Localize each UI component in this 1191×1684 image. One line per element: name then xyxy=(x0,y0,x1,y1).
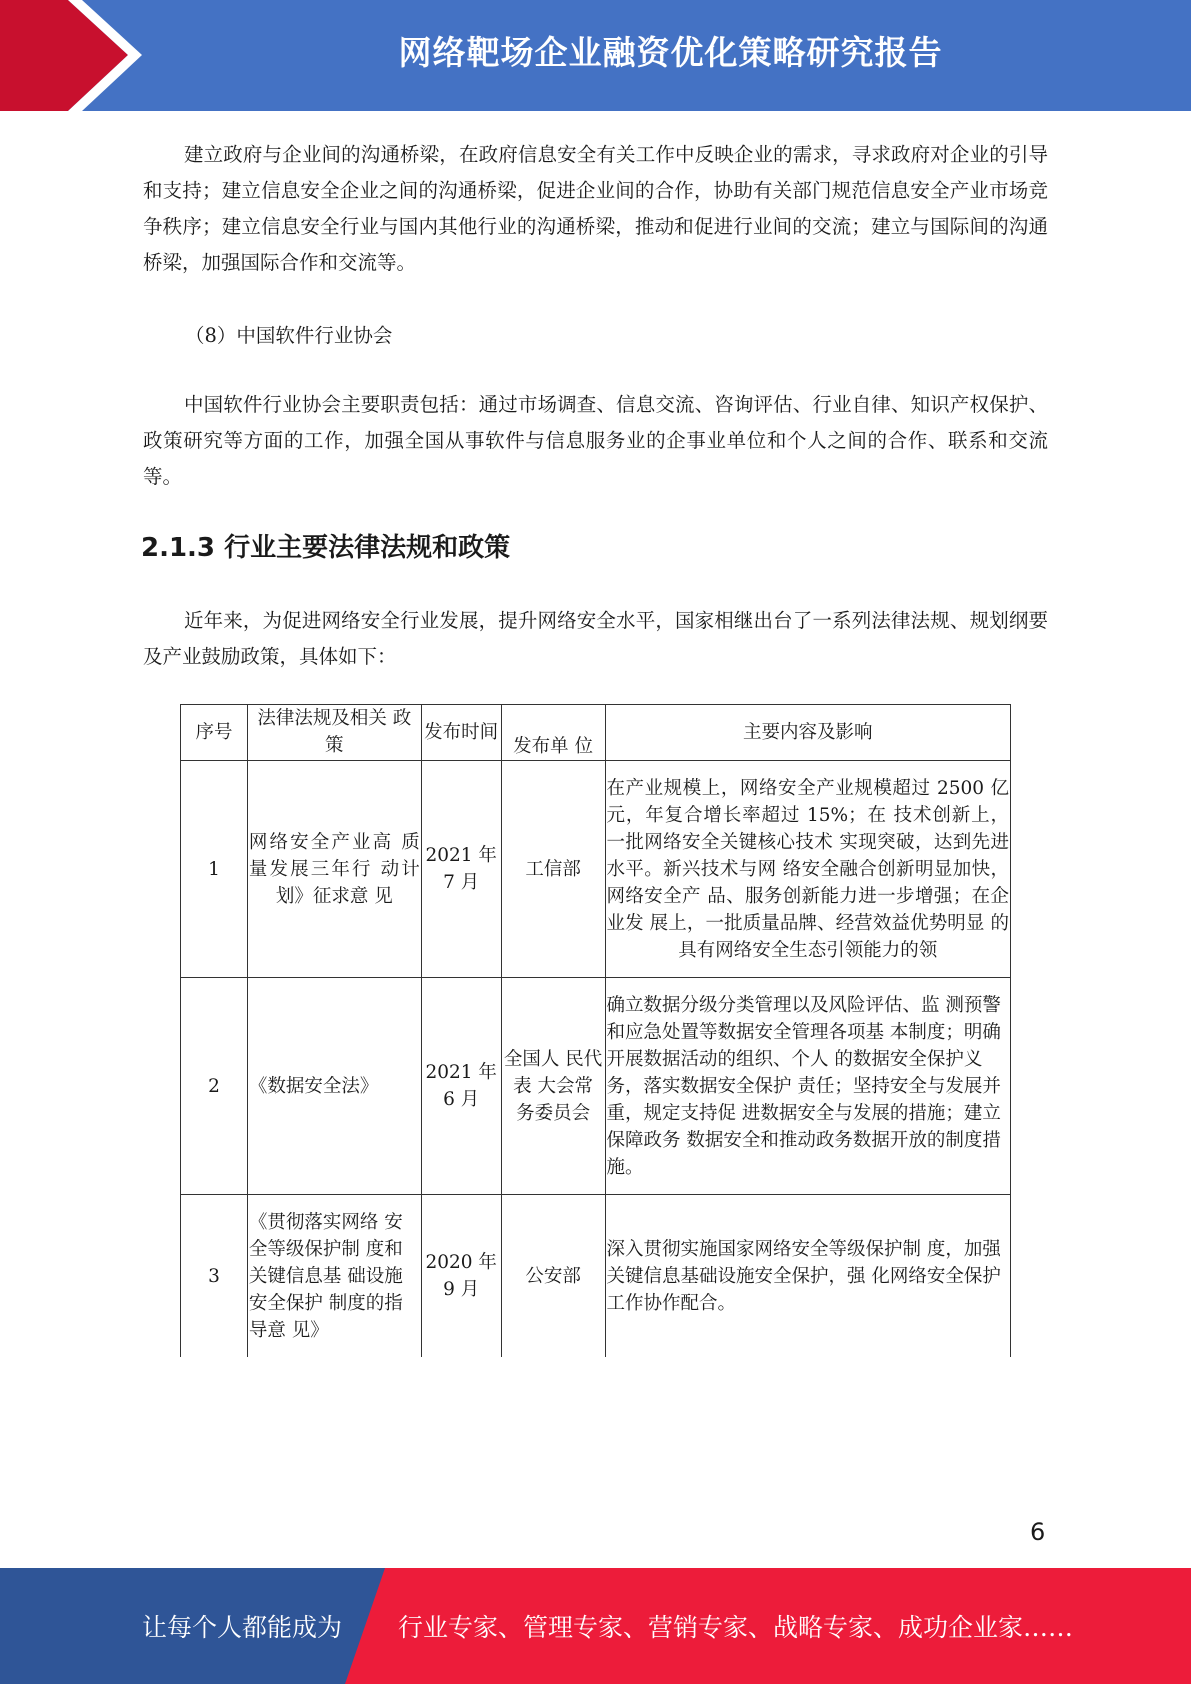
table-header-row xyxy=(181,705,1011,761)
policy-table xyxy=(180,704,1011,1357)
paragraph-software-association: 中国软件行业协会主要职责包括：通过市场调查、信息交流、咨询评估、行业自律、知识产权保护、政策研究等方面的工作，加强全国从事软件与信息服务业的企事业单位和个人之间的合作、联系和交流等。 xyxy=(143,393,1048,488)
header-cell-content: 主要内容及影响 xyxy=(605,705,1011,761)
cell-unit: 工信部 xyxy=(501,761,605,978)
footer-slogan-left: 让每个人都能成为 xyxy=(142,1613,343,1642)
section-heading: 2.1.3 行业主要法律法规和政策 xyxy=(141,533,511,563)
cell-number: 3 xyxy=(181,1195,248,1358)
cell-number: 2 xyxy=(181,978,248,1195)
paragraph-communication-bridges: 建立政府与企业间的沟通桥梁，在政府信息安全有关工作中反映企业的需求，寻求政府对企业的引导和支持；建立信息安全企业之间的沟通桥梁，促进企业间的合作，协助有关部门规范信息安全产业市场竞争秩序；建立信息安全行业与国内其他行业的沟通桥梁，推动和促进行业间的交流；建立与国际间的沟通桥梁，加强国际合作和交流等。 xyxy=(143,143,1048,274)
header-cell-number: 序号 xyxy=(181,705,248,761)
cell-date: 2020 年 9 月 xyxy=(421,1195,501,1358)
cell-content: 确立数据分级分类管理以及风险评估、监 测预警和应急处置等数据安全管理各项基 本制度；明确开展数据活动的组织、个人 的数据安全保护义务，落实数据安全保护 责任；坚持安全与发展并重，规定支持促 进数据安全与发展的措施；建立保障政务 数据安全和推动政务数据开放的制度措 施。 xyxy=(605,978,1011,1195)
header-arrow-decoration xyxy=(0,0,150,111)
cell-date: 2021 年 7 月 xyxy=(421,761,501,978)
header-cell-date: 发布时间 xyxy=(421,705,501,761)
table-row xyxy=(181,1195,1011,1358)
header-cell-unit: 发布单 位 xyxy=(501,705,605,761)
page-number: 6 xyxy=(1030,1518,1046,1546)
paragraph-intro: 近年来，为促进网络安全行业发展，提升网络安全水平，国家相继出台了一系列法律法规、规划纲要及产业鼓励政策，具体如下： xyxy=(143,609,1048,668)
cell-unit: 公安部 xyxy=(501,1195,605,1358)
table-row xyxy=(181,761,1011,978)
table-row xyxy=(181,978,1011,1195)
cell-policy: 《贯彻落实网络 安全等级保护制 度和关键信息基 础设施安全保护 制度的指导意 见》 xyxy=(247,1195,421,1358)
subheading-software-association: （8）中国软件行业协会 xyxy=(185,324,393,347)
cell-number: 1 xyxy=(181,761,248,978)
cell-policy: 《数据安全法》 xyxy=(247,978,421,1195)
cell-unit: 全国人 民代表 大会常 务委员会 xyxy=(501,978,605,1195)
cell-content: 在产业规模上，网络安全产业规模超过 2500 亿元，年复合增长率超过 15%；在 技术创新上，一批网络安全关键核心技术 实现突破，达到先进水平。新兴技术与网 络安全融合创新明显加快，网络安全产 品、服务创新能力进一步增强；在企业发 展上，一批质量品牌、经营效益优势明显 的具有网络安全生态引领能力的领 xyxy=(605,761,1011,978)
report-title: 网络靶场企业融资优化策略研究报告 xyxy=(398,33,943,72)
header-cell-policy: 法律法规及相关 政策 xyxy=(247,705,421,761)
cell-content: 深入贯彻实施国家网络安全等级保护制 度，加强关键信息基础设施安全保护，强 化网络安全保护工作协作配合。 xyxy=(605,1195,1011,1358)
cell-policy: 网络安全产业高 质量发展三年行 动计划》征求意 见 xyxy=(247,761,421,978)
cell-date: 2021 年 6 月 xyxy=(421,978,501,1195)
footer-slogan-right: 行业专家、管理专家、营销专家、战略专家、成功企业家…… xyxy=(398,1613,1074,1642)
